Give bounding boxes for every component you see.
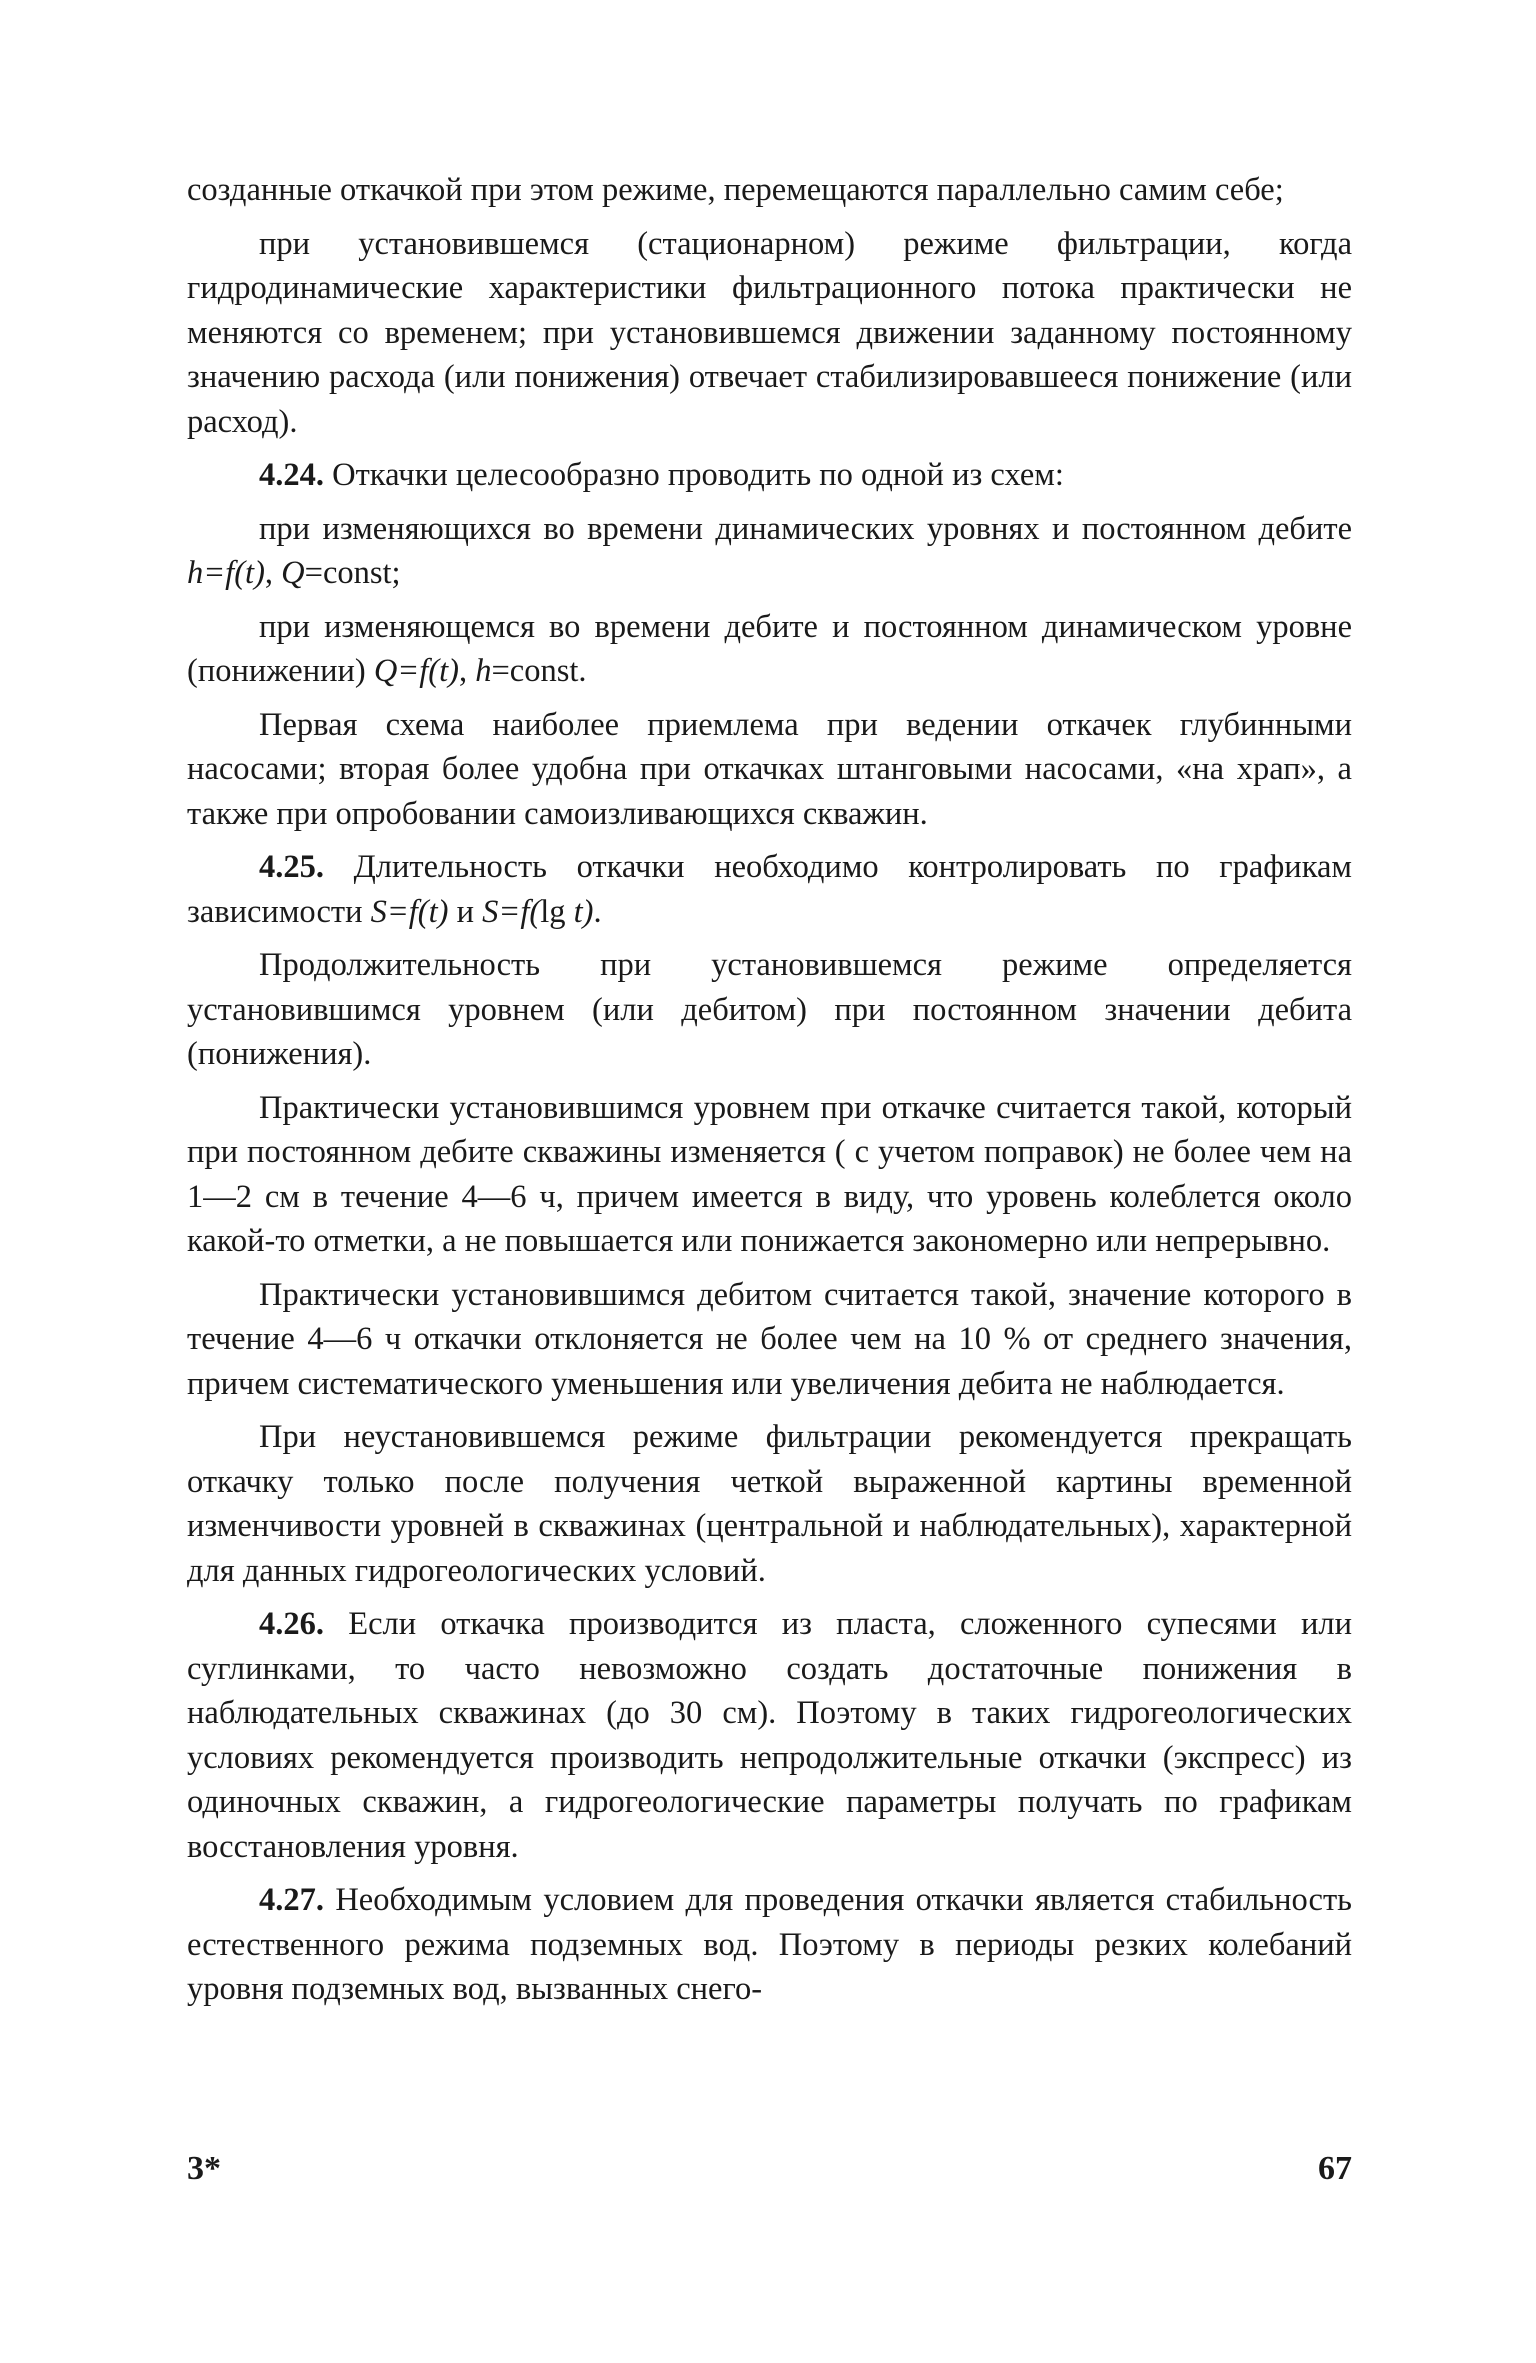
text-run: и bbox=[448, 893, 483, 930]
section-number: 4.26. bbox=[259, 1606, 324, 1642]
text-run: при изменяющемся во времени дебите и постоянном динамическом уровне (понижении) bbox=[187, 608, 1352, 689]
text-run: =const. bbox=[491, 653, 587, 689]
paragraph-p-4-24 bbox=[187, 453, 1352, 498]
text-run: Необходимым условием для проведения откачки является стабильность естественного режима подземных вод. Поэтому в периоды резких колебаний уровня подземных вод, вызванных снего- bbox=[187, 1882, 1352, 2007]
formula: t) bbox=[573, 893, 594, 930]
formula: S=f( bbox=[482, 893, 541, 930]
text-run: Практически установившимся дебитом считается такой, значение которого в течение 4—6 ч откачки отклоняется не более чем на 10 % от среднего значения, причем систематического уменьшения или увеличения дебита не наблюдается. bbox=[187, 1276, 1352, 1402]
formula: S=f(t) bbox=[370, 893, 449, 930]
paragraph-p-4-27 bbox=[187, 1878, 1352, 2012]
text-run: , bbox=[458, 653, 476, 689]
text-run: Откачки целесообразно проводить по одной из схем: bbox=[324, 457, 1064, 493]
text-run: Практически установившимся уровнем при откачке считается такой, который при постоянном дебите скважины изменяется ( с учетом поправок) не более чем на 1—2 см в течение 4—6 ч, причем имеется в виду, что уровень колеблется около какой-то отметки, а не повышается или понижается закономерно или непрерывно. bbox=[187, 1089, 1352, 1259]
text-run: при изменяющихся во времени динамических уровнях и постоянном дебите bbox=[259, 510, 1352, 547]
paragraph-p-4-26 bbox=[187, 1602, 1352, 1869]
paragraph-p-steady bbox=[187, 222, 1352, 445]
formula: Q bbox=[281, 555, 305, 591]
page-number: 67 bbox=[1318, 2150, 1352, 2187]
page-body bbox=[187, 168, 1352, 2021]
section-number: 4.27. bbox=[259, 1882, 324, 1918]
section-number: 4.24. bbox=[259, 457, 324, 493]
paragraph-p-first-scheme bbox=[187, 703, 1352, 837]
formula: Q=f(t) bbox=[373, 653, 459, 689]
signature-mark: 3* bbox=[187, 2150, 221, 2187]
paragraph-p-cont bbox=[187, 168, 1352, 213]
text-run: Если откачка производится из пласта, сложенного супесями или суглинками, то часто невозможно создать достаточные понижения в наблюдательных скважинах (до 30 см). Поэтому в таких гидрогеологических условиях рекомендуется производить непродолжительные откачки (экспресс) из одиночных скважин, а гидрогеологические параметры получать по графикам восстановления уровня. bbox=[187, 1606, 1352, 1865]
text-run: lg bbox=[540, 893, 574, 930]
paragraph-p-level bbox=[187, 1086, 1352, 1264]
text-run: При неустановившемся режиме фильтрации рекомендуется прекращать откачку только после получения четкой выраженной картины временной изменчивости уровней в скважинах (центральной и наблюдательных), характерной для данных гидрогеологических условий. bbox=[187, 1419, 1352, 1589]
paragraph-p-4-25 bbox=[187, 845, 1352, 934]
text-run: Первая схема наиболее приемлема при ведении откачек глубинными насосами; вторая более удобна при откачках штанговыми насосами, «на храп», а также при опробовании самоизливающихся скважин. bbox=[187, 706, 1352, 832]
formula: h=f(t) bbox=[187, 555, 265, 591]
text-run: созданные откачкой при этом режиме, перемещаются параллельно самим себе; bbox=[187, 172, 1284, 208]
paragraph-p-duration bbox=[187, 943, 1352, 1077]
text-run: при установившемся (стационарном) режиме фильтрации, когда гидродинамические характеристики фильтрационного потока практически не меняются со временем; при установившемся движении заданному постоянному значению расхода (или понижения) отвечает стабилизировавшееся понижение (или расход). bbox=[187, 225, 1352, 440]
text-run: Продолжительность при установившемся режиме определяется установившимся уровнем (или дебитом) при постоянном значении дебита (понижения). bbox=[187, 947, 1352, 1072]
text-run: , bbox=[264, 555, 282, 591]
section-number: 4.25. bbox=[259, 849, 324, 885]
text-run: . bbox=[593, 893, 602, 930]
paragraph-p-scheme-2 bbox=[187, 605, 1352, 694]
formula: h bbox=[475, 653, 492, 689]
paragraph-p-debit bbox=[187, 1273, 1352, 1407]
text-run: =const; bbox=[304, 555, 401, 591]
paragraph-p-unsteady bbox=[187, 1415, 1352, 1593]
paragraph-p-scheme-1 bbox=[187, 507, 1352, 596]
text-run: Длительность откачки необходимо контролировать по графикам зависимости bbox=[187, 849, 1352, 930]
